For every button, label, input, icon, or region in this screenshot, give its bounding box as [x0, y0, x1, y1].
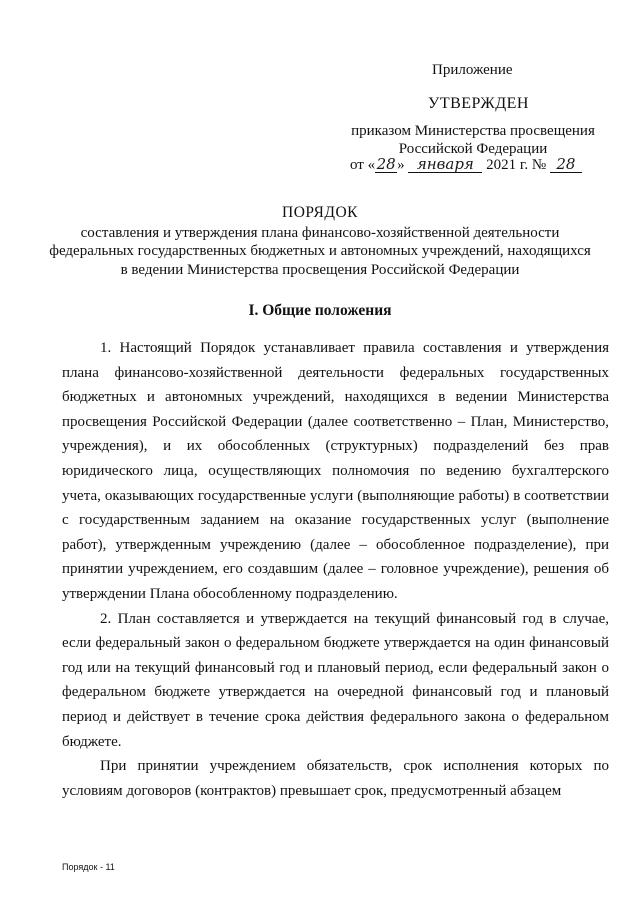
handwritten-order-number: 28 — [550, 157, 582, 173]
title-line-3: в ведении Министерства просвещения Российской Федерации — [120, 261, 520, 278]
paragraph-2: 2. План составляется и утверждается на текущий финансовый год в случае, если федеральный закон о федеральном бюджете утверждается на один финансовый год или на текущий финансовый год и плановый период, если федеральный закон о федеральном бюджете утверждается на очередной финансовый год и плановый период и действует в течение срока действия федерального закона о федеральном бюджете. — [62, 610, 609, 750]
title-line-1: составления и утверждения плана финансово-хозяйственной деятельности — [80, 224, 560, 241]
order-line-1: приказом Министерства просвещения — [351, 123, 595, 139]
paragraph-1: 1. Настоящий Порядок устанавливает правила составления и утверждения плана финансово-хозяйственной деятельности федеральных государственных бюджетных и автономных учреждений, находящихся в ведении Министерства просвещения Российской Федерации (далее соответственно – План, Министерство, учреждения), и их обособленных (структурных) подразделений без прав юридического лица, осуществляющих полномочия по ведению бухгалтерского учета, оказывающих государственные услуги (выполняющие работы) в соответствии с государственным заданием на оказание государственных услуг (выполнение работ), утвержденным учреждению (далее – обособленное подразделение), при принятии учреждением, его создавшим (далее – головное учреждение), решения об утверждении Плана обособленному подразделению. — [62, 340, 609, 602]
approved-label: УТВЕРЖДЕН — [428, 95, 529, 112]
section-heading: I. Общие положения — [248, 302, 392, 319]
handwritten-day: 28 — [376, 155, 396, 173]
body-text — [62, 336, 609, 803]
date-prefix: от « — [350, 157, 376, 173]
paragraph-3: При принятии учреждением обязательств, срок исполнения которых по условиям договоров (контрактов) превышает срок, предусмотренный абзацем — [62, 758, 609, 799]
appendix-label: Приложение — [432, 62, 513, 78]
handwritten-month: января — [408, 157, 482, 173]
order-date-line — [350, 157, 582, 174]
date-mid: » — [397, 157, 405, 173]
order-reference — [348, 122, 598, 158]
order-line-2: Российской Федерации — [398, 141, 548, 157]
title-main: ПОРЯДОК — [282, 204, 358, 221]
title-line-2: федеральных государственных бюджетных и автономных учреждений, находящихся — [49, 243, 591, 259]
document-title — [40, 204, 600, 279]
page-footer: Порядок - 11 — [62, 862, 115, 872]
date-year: 2021 г. № — [486, 157, 547, 173]
